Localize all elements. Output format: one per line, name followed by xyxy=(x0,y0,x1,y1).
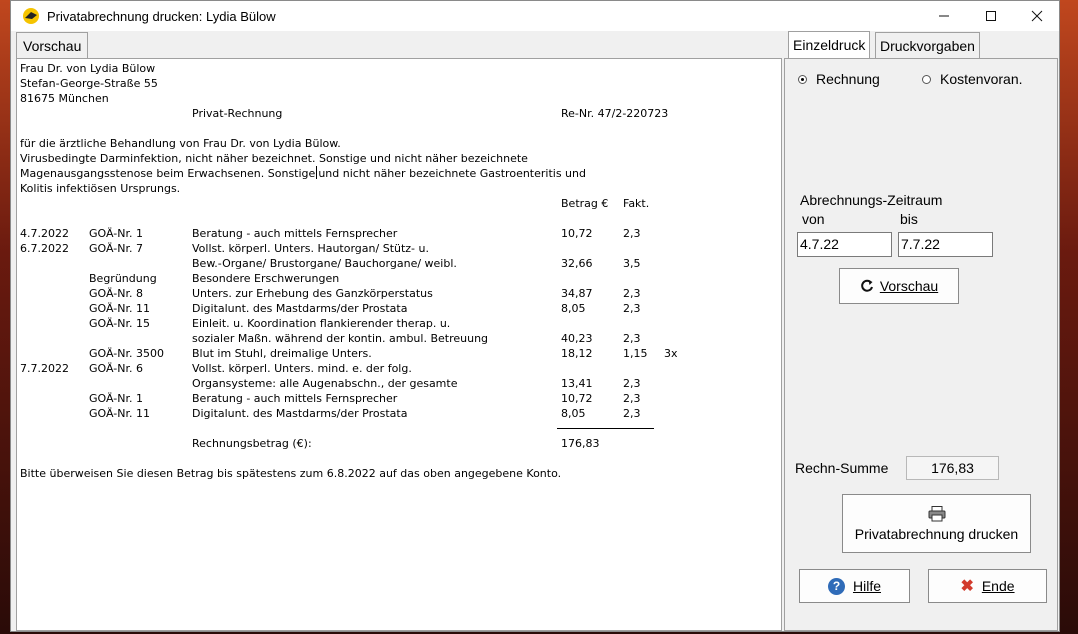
row-amount: 13,41 xyxy=(561,377,593,390)
radio-estimate-label: Kostenvoran. xyxy=(940,71,1023,87)
row-description: Besondere Erschwerungen xyxy=(192,272,340,285)
row-factor: 2,3 xyxy=(623,392,641,405)
end-button-label: Ende xyxy=(981,578,1015,594)
row-amount: 34,87 xyxy=(561,287,593,300)
close-icon xyxy=(1031,10,1043,22)
row-amount: 18,12 xyxy=(561,347,593,360)
print-invoice-label: Privatabrechnung drucken xyxy=(854,525,1019,542)
row-code: GOÄ-Nr. 15 xyxy=(89,317,150,330)
radio-dot xyxy=(922,75,931,84)
row-amount: 8,05 xyxy=(561,407,586,420)
to-label: bis xyxy=(900,211,918,227)
row-description: Digitalunt. des Mastdarms/der Prostata xyxy=(192,407,408,420)
date-from-input[interactable]: 4.7.22 xyxy=(797,232,892,257)
help-button[interactable] xyxy=(799,569,910,603)
row-code: GOÄ-Nr. 6 xyxy=(89,362,143,375)
row-amount: 8,05 xyxy=(561,302,586,315)
maximize-icon xyxy=(985,10,997,22)
row-extra: 3x xyxy=(664,347,678,360)
sum-label: Rechn-Summe xyxy=(795,460,889,476)
row-amount: 10,72 xyxy=(561,392,593,405)
row-description: Unters. zur Erhebung des Ganzkörperstatus xyxy=(192,287,433,300)
row-code: GOÄ-Nr. 11 xyxy=(89,407,150,420)
end-button[interactable] xyxy=(928,569,1047,603)
print-dialog-window xyxy=(10,0,1060,632)
row-description: Einleit. u. Koordination flankierender therap. u. xyxy=(192,317,451,330)
payment-note: Bitte überweisen Sie diesen Betrag bis spätestens zum 6.8.2022 auf das oben angegebene Konto. xyxy=(20,467,562,480)
invoice-number: Re-Nr. 47/2-220723 xyxy=(561,107,669,120)
period-label: Abrechnungs-Zeitraum xyxy=(800,192,943,208)
total-divider xyxy=(557,428,654,429)
radio-invoice[interactable] xyxy=(798,71,880,87)
print-options-panel xyxy=(784,58,1058,631)
address-line: Stefan-George-Straße 55 xyxy=(20,77,158,90)
row-description: Beratung - auch mittels Fernsprecher xyxy=(192,392,398,405)
printer-icon xyxy=(928,506,946,522)
row-description: Beratung - auch mittels Fernsprecher xyxy=(192,227,398,240)
tab-preview[interactable]: Vorschau xyxy=(16,32,88,59)
refresh-icon xyxy=(860,279,874,293)
row-description: Organsysteme: alle Augenabschn., der gesamte xyxy=(192,377,458,390)
row-factor: 1,15 xyxy=(623,347,648,360)
row-date: 7.7.2022 xyxy=(20,362,69,375)
row-factor: 2,3 xyxy=(623,227,641,240)
column-header-amount: Betrag € xyxy=(561,197,609,210)
diagnosis-line: für die ärztliche Behandlung von Frau Dr. von Lydia Bülow. xyxy=(20,137,341,150)
invoice-preview xyxy=(16,58,782,631)
row-description: Bew.-Organe/ Brustorgane/ Bauchorgane/ weibl. xyxy=(192,257,457,270)
address-line: Frau Dr. von Lydia Bülow xyxy=(20,62,156,75)
sum-value: 176,83 xyxy=(906,456,999,480)
row-code: GOÄ-Nr. 11 xyxy=(89,302,150,315)
row-description: sozialer Maßn. während der kontin. ambul. Betreuung xyxy=(192,332,489,345)
row-code: GOÄ-Nr. 1 xyxy=(89,227,143,240)
maximize-button[interactable] xyxy=(968,1,1014,31)
row-code: GOÄ-Nr. 3500 xyxy=(89,347,164,360)
row-code: GOÄ-Nr. 7 xyxy=(89,242,143,255)
total-label: Rechnungsbetrag (€): xyxy=(192,437,312,450)
row-factor: 2,3 xyxy=(623,377,641,390)
row-code: GOÄ-Nr. 1 xyxy=(89,392,143,405)
row-date: 6.7.2022 xyxy=(20,242,69,255)
tab-single-print[interactable]: Einzeldruck xyxy=(788,31,870,59)
app-icon xyxy=(22,7,40,25)
row-code: Begründung xyxy=(89,272,157,285)
minimize-button[interactable] xyxy=(921,1,967,31)
row-description: Vollst. körperl. Unters. Hautorgan/ Stütz- u. xyxy=(192,242,429,255)
radio-invoice-label: Rechnung xyxy=(816,71,880,87)
row-factor: 2,3 xyxy=(623,407,641,420)
print-invoice-button[interactable] xyxy=(842,494,1031,553)
radio-estimate[interactable] xyxy=(922,71,1023,87)
row-factor: 2,3 xyxy=(623,332,641,345)
row-amount: 40,23 xyxy=(561,332,593,345)
total-value: 176,83 xyxy=(561,437,600,450)
help-icon: ? xyxy=(828,578,845,595)
row-amount: 32,66 xyxy=(561,257,593,270)
diagnosis-line: Virusbedingte Darminfektion, nicht näher bezeichnet. Sonstige und nicht näher bezeichnete xyxy=(20,152,528,165)
row-description: Digitalunt. des Mastdarms/der Prostata xyxy=(192,302,408,315)
diagnosis-line: Kolitis infektiösen Ursprungs. xyxy=(20,182,181,195)
preview-button[interactable] xyxy=(839,268,959,304)
row-factor: 3,5 xyxy=(623,257,641,270)
diagnosis-line: Magenausgangsstenose beim Erwachsenen. Sonstige und nicht näher bezeichnete Gastroenteritis und xyxy=(20,167,586,180)
invoice-heading: Privat-Rechnung xyxy=(192,107,283,120)
column-header-factor: Fakt. xyxy=(623,197,650,210)
help-button-label: Hilfe xyxy=(852,578,881,594)
tab-print-defaults[interactable]: Druckvorgaben xyxy=(875,32,980,59)
row-factor: 2,3 xyxy=(623,287,641,300)
row-amount: 10,72 xyxy=(561,227,593,240)
row-factor: 2,3 xyxy=(623,302,641,315)
row-code: GOÄ-Nr. 8 xyxy=(89,287,143,300)
preview-button-label: Vorschau xyxy=(879,278,939,294)
title-bar xyxy=(11,1,1059,31)
close-button[interactable] xyxy=(1014,1,1060,31)
address-line: 81675 München xyxy=(20,92,109,105)
minimize-icon xyxy=(938,10,950,22)
radio-dot xyxy=(798,75,807,84)
row-date: 4.7.2022 xyxy=(20,227,69,240)
close-x-icon: ✖ xyxy=(960,578,974,595)
row-description: Vollst. körperl. Unters. mind. e. der folg. xyxy=(192,362,412,375)
window-title: Privatabrechnung drucken: Lydia Bülow xyxy=(47,8,276,24)
row-description: Blut im Stuhl, dreimalige Unters. xyxy=(192,347,372,360)
from-label: von xyxy=(802,211,825,227)
date-to-input[interactable]: 7.7.22 xyxy=(898,232,993,257)
